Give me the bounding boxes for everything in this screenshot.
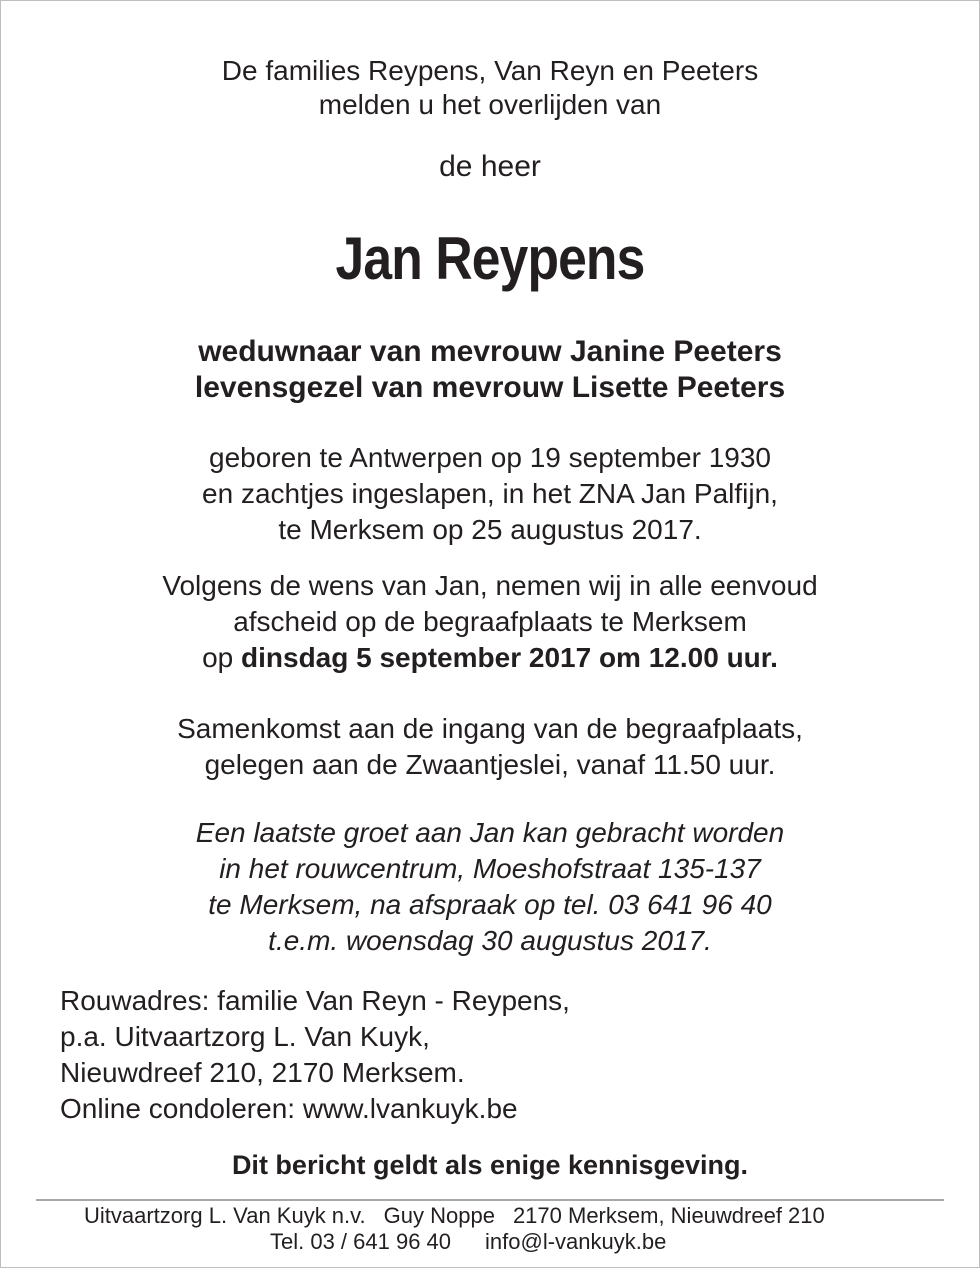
address-line-3: Nieuwdreef 210, 2170 Merksem. (60, 1057, 465, 1088)
footer-line-2 (270, 1229, 666, 1255)
farewell-line-1: Volgens de wens van Jan, nemen wij in alle eenvoud (162, 570, 818, 601)
intro-line-1: De families Reypens, Van Reyn en Peeters (221, 55, 759, 86)
relations-line-1: weduwnaar van mevrouw Janine Peeters (198, 335, 782, 368)
intro-text (0, 54, 980, 122)
notice-text: Dit bericht geldt als enige kennisgeving. (231, 1150, 749, 1180)
birth-line-2: en zachtjes ingeslapen, in het ZNA Jan Palfijn, (202, 478, 778, 509)
birth-line-1: geboren te Antwerpen op 19 september 1930 (209, 442, 771, 473)
footer-person: Guy Noppe (383, 1203, 495, 1228)
footer-email: info@l-vankuyk.be (485, 1229, 667, 1254)
farewell-date-time: dinsdag 5 september 2017 om 12.00 uur. (241, 642, 778, 673)
birth-line-3: te Merksem op 25 augustus 2017. (278, 514, 702, 545)
address-line-2: p.a. Uitvaartzorg L. Van Kuyk, (60, 1021, 430, 1052)
footer-location: 2170 Merksem, Nieuwdreef 210 (512, 1203, 825, 1228)
meeting-text (0, 711, 980, 783)
footer-company: Uitvaartzorg L. Van Kuyk n.v. (84, 1203, 366, 1228)
visit-line-1: Een laatste groet aan Jan kan gebracht worden (195, 817, 785, 848)
farewell-line-3-prefix: op (202, 642, 234, 673)
visit-line-4: t.e.m. woensdag 30 augustus 2017. (268, 925, 712, 956)
footer-phone: Tel. 03 / 641 96 40 (270, 1229, 452, 1254)
farewell-line-3 (0, 640, 980, 676)
visit-text (0, 815, 980, 959)
deceased-name: Jan Reypens (335, 225, 645, 292)
farewell-text (0, 568, 980, 676)
farewell-line-2: afscheid op de begraafplaats te Merksem (233, 606, 747, 637)
relations-line-2: levensgezel van mevrouw Lisette Peeters (194, 371, 786, 404)
meeting-line-1: Samenkomst aan de ingang van de begraafplaats, (177, 713, 803, 744)
meeting-line-2: gelegen aan de Zwaantjeslei, vanaf 11.50 uur. (204, 749, 776, 780)
title-prefix: de heer (439, 150, 541, 183)
footer-line-1 (84, 1203, 825, 1229)
address-line-1: Rouwadres: familie Van Reyn - Reypens, (60, 985, 570, 1016)
birth-text (0, 440, 980, 548)
footer-divider (36, 1199, 944, 1201)
intro-line-2: melden u het overlijden van (318, 89, 662, 120)
address-line-4: Online condoleren: www.lvankuyk.be (60, 1093, 518, 1124)
visit-line-3: te Merksem, na afspraak op tel. 03 641 96 40 (208, 889, 772, 920)
visit-line-2: in het rouwcentrum, Moeshofstraat 135-137 (219, 853, 761, 884)
relations-text (0, 334, 980, 406)
mourning-address (60, 983, 570, 1127)
